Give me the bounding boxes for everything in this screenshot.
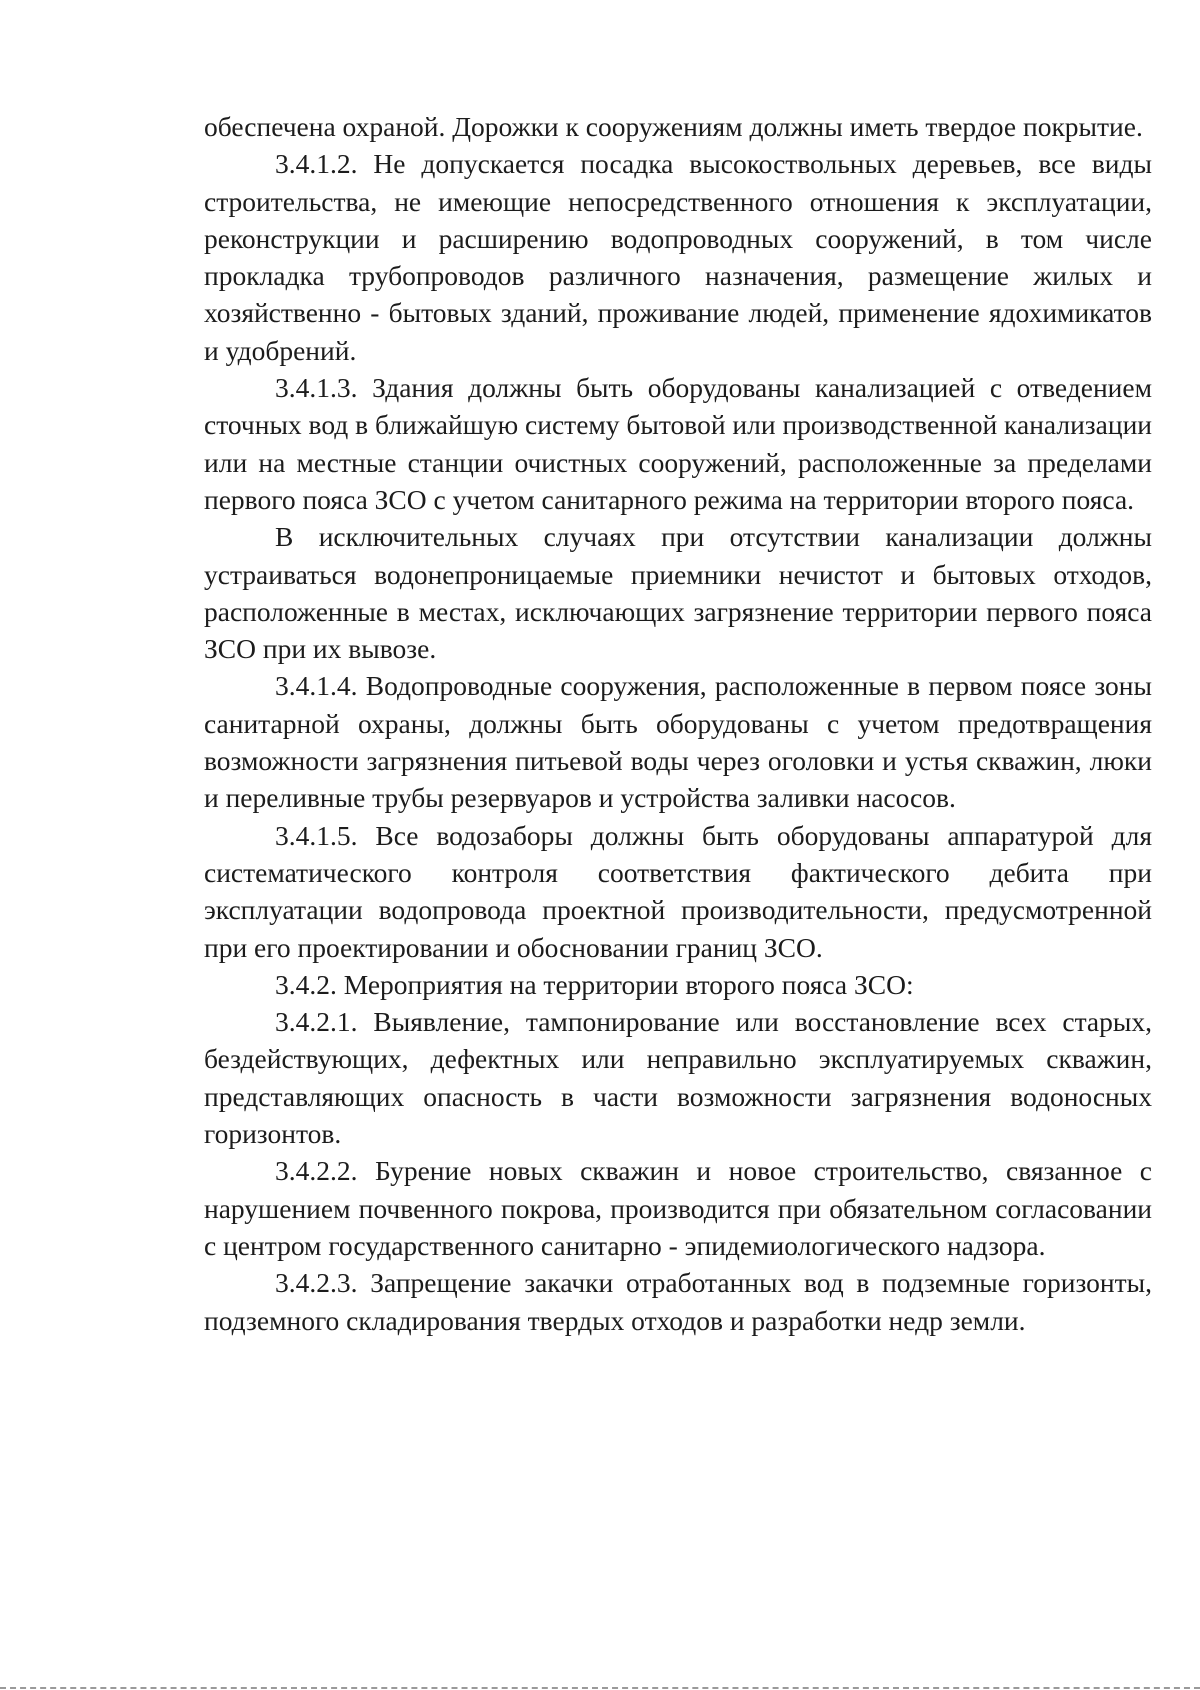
page-bottom-edge — [0, 1687, 1200, 1689]
document-body — [204, 108, 1152, 1339]
paragraph-3-4-1-4: 3.4.1.4. Водопроводные сооружения, расположенные в первом поясе зоны санитарной охраны, должны быть оборудованы с учетом предотвращения возможности загрязнения питьевой воды через оголовки и устья скважин, люки и переливные трубы резервуаров и устройства заливки насосов. — [204, 670, 1152, 814]
paragraph-3-4-1-5: 3.4.1.5. Все водозаборы должны быть оборудованы аппаратурой для систематического контроля соответствия фактического дебита при эксплуатации водопровода проектной производительности, предусмотренной при его проектировании и обосновании границ ЗСО. — [204, 819, 1152, 963]
paragraph-continuation: обеспечена охраной. Дорожки к сооружениям должны иметь твердое покрытие. — [204, 111, 1143, 142]
paragraph-exceptional-cases: В исключительных случаях при отсутствии канализации должны устраиваться водонепроницаемые приемники нечистот и бытовых отходов, расположенные в местах, исключающих загрязнение территории первого пояса ЗСО при их вывозе. — [204, 521, 1152, 665]
paragraph-3-4-1-2: 3.4.1.2. Не допускается посадка высокоствольных деревьев, все виды строительства, не имеющие непосредственного отношения к эксплуатации, реконструкции и расширению водопроводных сооружений, в том числе прокладка трубопроводов различного назначения, размещение жилых и хозяйственно - бытовых зданий, проживание людей, применение ядохимикатов и удобрений. — [204, 148, 1152, 366]
paragraph-3-4-1-3: 3.4.1.3. Здания должны быть оборудованы канализацией с отведением сточных вод в ближайшую систему бытовой или производственной канализации или на местные станции очистных сооружений, расположенные за пределами первого пояса ЗСО с учетом санитарного режима на территории второго пояса. — [204, 372, 1153, 515]
paragraph-3-4-2-2: 3.4.2.2. Бурение новых скважин и новое строительство, связанное с нарушением почвенного покрова, производится при обязательном согласовании с центром государственного санитарно - эпидемиологического надзора. — [204, 1155, 1152, 1261]
paragraph-3-4-2-1: 3.4.2.1. Выявление, тампонирование или восстановление всех старых, бездействующих, дефектных или неправильно эксплуатируемых скважин, представляющих опасность в части возможности загрязнения водоносных горизонтов. — [204, 1006, 1152, 1150]
paragraph-3-4-2: 3.4.2. Мероприятия на территории второго пояса ЗСО: — [275, 968, 914, 1000]
paragraph-3-4-2-3: 3.4.2.3. Запрещение закачки отработанных вод в подземные горизонты, подземного складирования твердых отходов и разработки недр земли. — [204, 1267, 1152, 1336]
